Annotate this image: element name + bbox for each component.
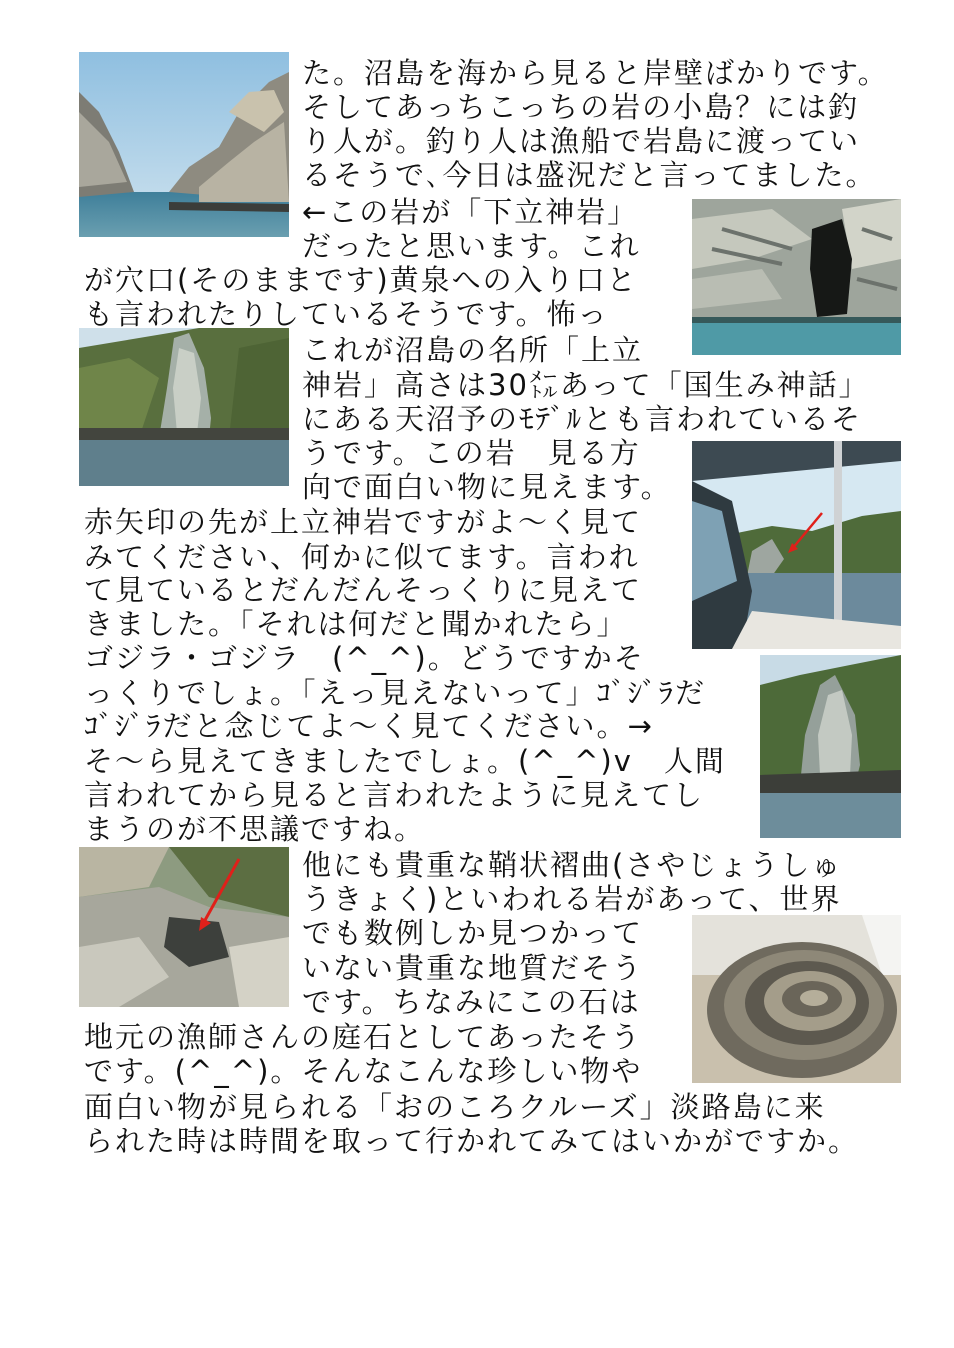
text-line: きました。「それは何だと聞かれたら」 — [84, 607, 628, 641]
godzilla-rock-closeup-photo — [760, 655, 901, 838]
text-line: 地元の漁師さんの庭石としてあったそう — [84, 1020, 642, 1054]
text-line: が穴口(そのままです)黄泉への入り口と — [84, 263, 638, 297]
text-line: っくりでしょ。「えっ見えないって」ｺﾞｼﾞﾗだ — [84, 676, 707, 710]
text-line: いない貴重な地質だそう — [302, 951, 644, 985]
text-line: そしてあっちこっちの岩の小島？には釣 — [302, 90, 860, 124]
text-line: ｺﾞｼﾞﾗだと念じてよ～く見てください。→ — [84, 709, 654, 743]
text-line: 向で面白い物に見えます。 — [302, 470, 672, 504]
text-line: うきょく)といわれる岩があって、世界 — [302, 882, 842, 916]
text-line: だったと思います。これ — [302, 229, 641, 263]
text-line: た。沼島を海から見ると岸壁ばかりです。 — [302, 56, 889, 90]
text-line: 面白い物が見られる「おのころクルーズ」淡路島に来 — [84, 1090, 826, 1124]
text-line: り人が。釣り人は漁船で岩島に渡ってい — [302, 124, 861, 158]
text-line: うです。この岩 見る方 — [302, 436, 641, 470]
text-line: 言われてから見ると言われたように見えてし — [84, 778, 705, 812]
shimotategami-cave-photo — [692, 199, 901, 355]
garden-stone-photo — [692, 915, 901, 1083]
text-line: 赤矢印の先が上立神岩ですがよ～く見て — [84, 505, 643, 539]
text-line: です。ちなみにこの石は — [302, 985, 641, 1019]
text-line: まうのが不思議ですね。 — [84, 812, 426, 846]
text-line: です。(^_^)。そんなこんな珍しい物や — [84, 1054, 643, 1088]
text-line: にある天沼予のﾓﾃﾞﾙとも言われているそ — [302, 402, 863, 436]
kamitategami-rock-photo — [79, 328, 289, 486]
sheath-fold-rock-photo — [79, 847, 289, 1007]
text-line: られた時は時間を取って行かれてみてはいかがですか。 — [84, 1124, 860, 1158]
text-line: るそうで､今日は盛況だと言ってました。 — [302, 158, 877, 192]
text-line: これが沼島の名所「上立 — [302, 333, 644, 367]
text-line: みてください、何かに似てます。言われ — [84, 540, 640, 574]
text-line: て見ているとだんだんそっくりに見えて — [84, 573, 643, 607]
text-line: ←この岩が「下立神岩」 — [302, 195, 639, 229]
text-line: 神岩」高さは30㍍あって「国生み神話」 — [302, 368, 870, 402]
text-line: ゴジラ・ゴジラ (^_^)。どうですかそ — [84, 641, 645, 675]
rock-islands-photo — [79, 52, 289, 237]
text-line: そ～ら見えてきましたでしょ。(^_^)v 人間 — [84, 744, 726, 778]
boat-view-photo — [692, 441, 901, 649]
text-line: でも数例しか見つかって — [302, 916, 644, 950]
text-line: も言われたりしているそうです。怖っ — [84, 297, 609, 331]
text-line: 他にも貴重な鞘状褶曲(さやじょうしゅ — [302, 848, 843, 882]
